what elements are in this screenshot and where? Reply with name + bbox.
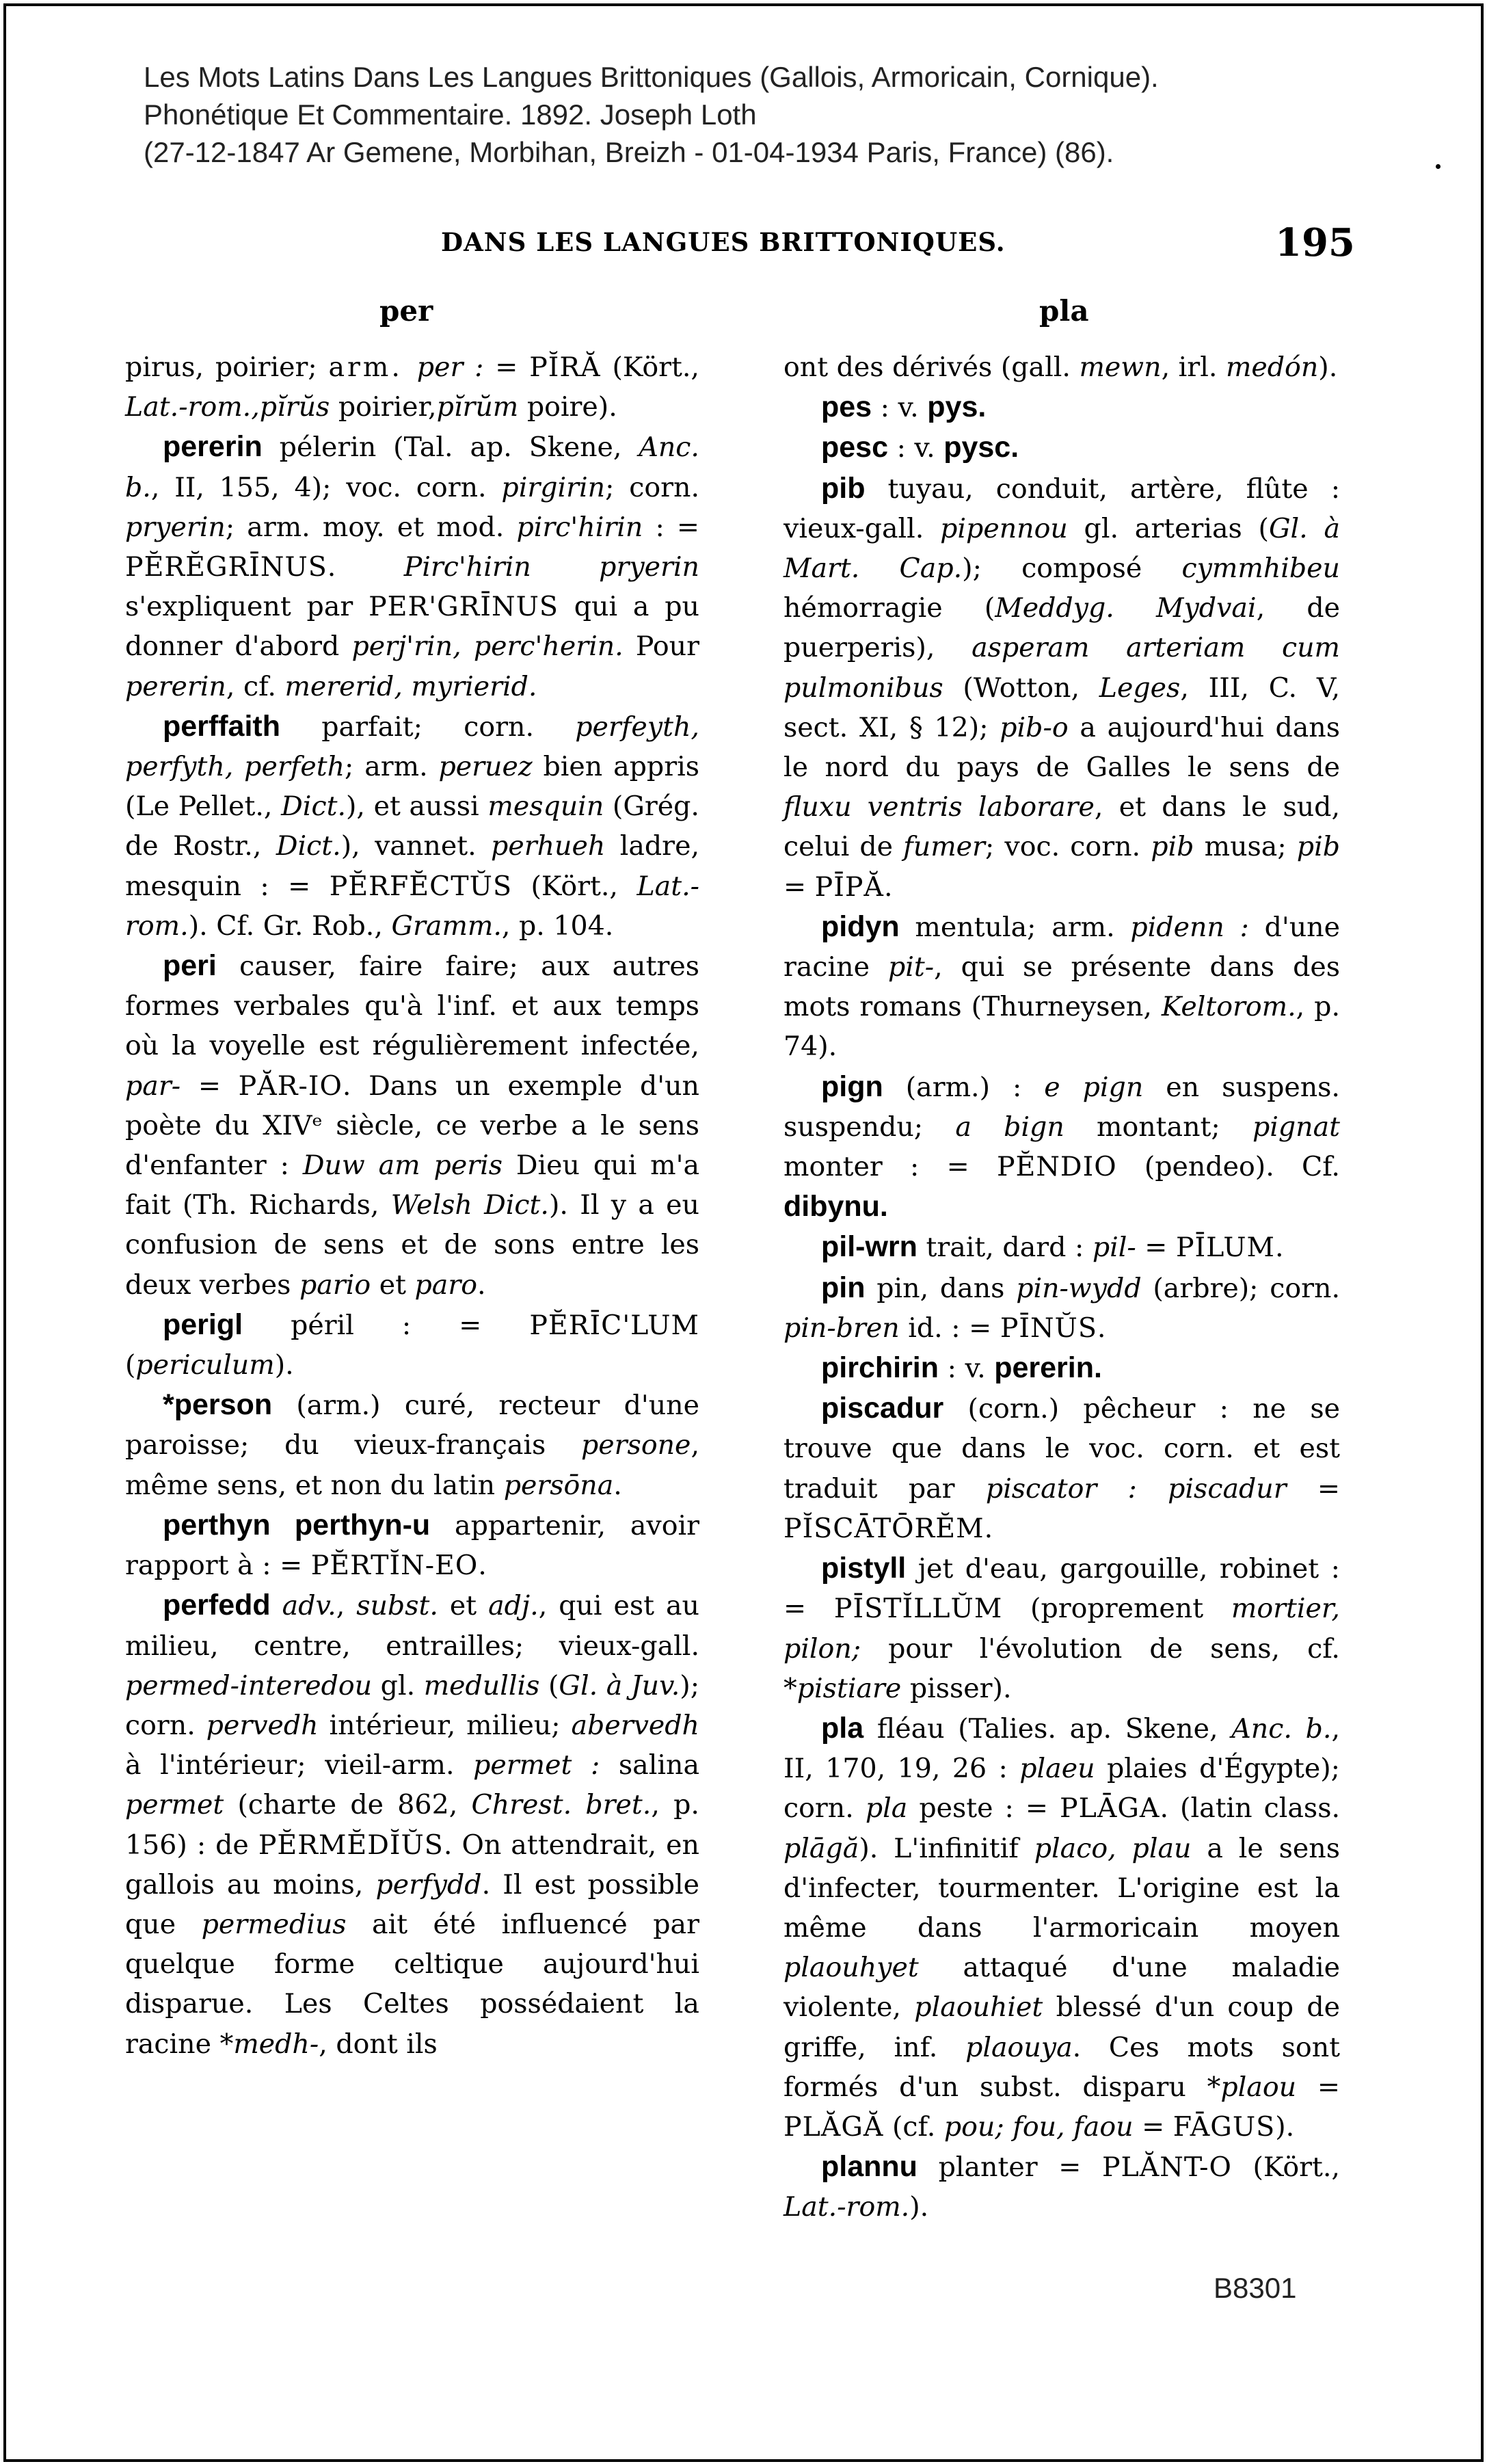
page-number: 195 [1275,220,1355,265]
entry-piscadur: piscadur (corn.) pêcheur : ne se trouve que dans le voc. corn. et est traduit par piscator : piscadur = PĬSCĀTŌRĔM. [783,1392,1340,1544]
entry-peri: peri causer, faire faire; aux autres formes verbales qu'à l'inf. et aux temps où la voyelle est régulièrement infectée, par- = PĂR-IO. Dans un exemple d'un poète du XIVᵉ siècle, ce verbe a le sens d'enfanter : Duw am peris Dieu qui m'a fait (Th. Richards, Welsh Dict.). Il y a eu confusion de sens et de sons entre les deux verbes pario et paro. [125,949,700,1301]
citation-line-2: Phonétique Et Commentaire. 1892. Joseph Loth [144,98,757,131]
left-column [125,347,699,2064]
entry-person: *person (arm.) curé, recteur d'une paroisse; du vieux-français persone, même sens, et non du latin persōna. [125,1388,699,1501]
entry-plannu: plannu planter = PLĂNT-O (Kört., Lat.-rom.). [783,2150,1340,2223]
entry-pistyll: pistyll jet d'eau, gargouille, robinet : = PĪSTĬLLŬM (proprement mortier, pilon; pour l'évolution de sens, cf. *pistiare pisser). [783,1552,1340,1704]
entry-pirus-cont: pirus, poirier; arm. per : = PĬRĂ (Kört., Lat.-rom.,pĭrŭs poirier,pĭrŭm poire). [125,352,699,423]
entry-perthyn: perthyn perthyn-u appartenir, avoir rapport à : = PĔRTĬN-EO. [125,1508,699,1582]
entry-perffaith: perffaith parfait; corn. perfeyth, perfyth, perfeth; arm. peruez bien appris (Le Pellet., Dict.), et aussi mesquin (Grég. de Rostr., Dict.), vannet. perhueh ladre, mesquin : = PĔRFĔCTŬS (Kört., Lat.-rom.). Cf. Gr. Rob., Gramm., p. 104. [125,709,699,942]
right-column-head: pla [1039,294,1089,328]
entry-perfedd-cont: ont des dérivés (gall. mewn, irl. medón). [783,352,1338,383]
footer-code: B8301 [1214,2272,1297,2304]
running-title: DANS LES LANGUES BRITTONIQUES. [441,227,1006,257]
entry-pererin: pererin pélerin (Tal. ap. Skene, Anc. b., II, 155, 4); voc. corn. pirgirin; corn. pryerin; arm. moy. et mod. pirc'hirin : = PĔRĔGRĪNUS. Pirc'hirin pryerin s'expliquent par PER'GRĪNUS qui a pu donner d'abord perj'rin, perc'herin. Pour pererin, cf. mererid, myrierid. [125,430,699,702]
citation-line-1: Les Mots Latins Dans Les Langues Brittoniques (Gallois, Armoricain, Cornique). [144,61,1159,93]
source-citation [144,58,1408,171]
entry-pes: pes : v. pys. [821,390,987,424]
entry-perigl: perigl péril : = PĔRĪC'LUM (periculum). [125,1308,699,1381]
entry-pla: pla fléau (Talies. ap. Skene, Anc. b., II, 170, 19, 26 : plaeu plaies d'Égypte); corn. pla peste : = PLĀGA. (latin class. plāgă). L'infinitif placo, plau a le sens d'infecter, tourmenter. L'origine est la même dans l'armoricain moyen plaouhyet attaqué d'une maladie violente, plaouhiet blessé d'un coup de griffe, inf. plaouya. Ces mots sont formés d'un subst. disparu *plaou = PLĂGĂ (cf. pou; fou, faou = FĀGUS). [783,1711,1341,2143]
stray-dot [1436,164,1441,169]
entry-pign: pign (arm.) : e pign en suspens. suspendu; a bign montant; pignat monter : = PĔNDIO (pendeo). Cf. dibynu. [783,1070,1341,1223]
entry-pirchirin: pirchirin : v. pererin. [821,1351,1102,1385]
right-column [783,347,1340,2227]
entry-perfedd: perfedd adv., subst. et adj., qui est au milieu, centre, entrailles; vieux-gall. permed-interedou gl. medullis (Gl. à Juv.); corn. pervedh intérieur, milieu; abervedh à l'intérieur; vieil-arm. permet : salina permet (charte de 862, Chrest. bret., p. 156) : de PĔRMĔDĬŬS. On attendrait, en gallois au moins, perfydd. Il est possible que permedius ait été influencé par quelque forme celtique aujourd'hui disparue. Les Celtes possédaient la racine *medh-, dont ils [125,1589,699,2060]
entry-pib: pib tuyau, conduit, artère, flûte : vieux-gall. pipennou gl. arterias (Gl. à Mart. Cap.); composé cymmhibeu hémorragie (Meddyg. Mydvai, de puerperis), asperam arteriam cum pulmonibus (Wotton, Leges, III, C. V, sect. XI, § 12); pib-o a aujourd'hui dans le nord du pays de Galles le sens de fluxu ventris laborare, et dans le sud, celui de fumer; voc. corn. pib musa; pib = PĪPĂ. [783,471,1341,903]
entry-pil-wrn: pil-wrn trait, dard : pil- = PĪLUM. [821,1230,1284,1264]
entry-pin: pin pin, dans pin-wydd (arbre); corn. pin-bren id. : = PĪNŬS. [783,1271,1340,1344]
entry-pidyn: pidyn mentula; arm. pidenn : d'une racine pit-, qui se présente dans des mots romans (Thurneysen, Keltorom., p. 74). [783,910,1341,1063]
citation-line-3: (27-12-1847 Ar Gemene, Morbihan, Breizh - 01-04-1934 Paris, France) (86). [144,136,1114,168]
entry-pesc: pesc : v. pysc. [821,431,1019,464]
left-column-head: per [379,294,433,328]
